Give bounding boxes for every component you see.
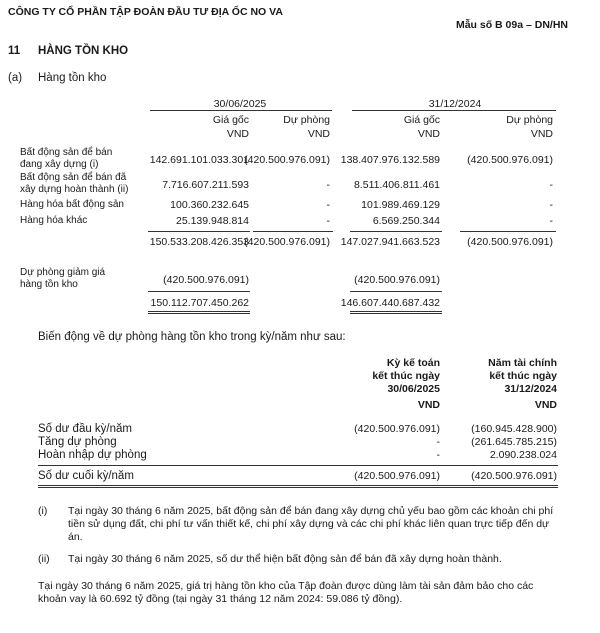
divider xyxy=(150,110,332,111)
divider xyxy=(350,291,442,292)
divider xyxy=(148,291,250,292)
subsection-title: Hàng tồn kho xyxy=(38,72,107,84)
divider xyxy=(350,311,442,312)
period-header-1: 30/06/2025 xyxy=(213,98,267,110)
movement-col-unit: VND xyxy=(534,399,557,411)
table-cell: 142.691.101.033.301 xyxy=(149,154,249,166)
movement-cell: - xyxy=(436,436,440,448)
movement-row-label: Tăng dự phòng xyxy=(38,436,117,448)
note-text: Tại ngày 30 tháng 6 năm 2025, bất động sản để bán đang xây dựng chủ yếu bao gồm các khoản chi phí tiền sử dụng đất, chi phí tư vấn thiết kế, chi phí xây dựng và các chi phí khác liên quan trực tiếp đến dự án. xyxy=(68,505,554,543)
net-cell: 146.607.440.687.432 xyxy=(340,297,440,309)
note-text: Tại ngày 30 tháng 6 năm 2025, số dư thể hiện bất động sản để bán đã xây dựng hoàn thành. xyxy=(68,553,502,565)
movement-cell: (420.500.976.091) xyxy=(354,423,440,435)
movement-row-label: Số dư đầu kỳ/năm xyxy=(38,423,132,435)
divider xyxy=(38,465,558,466)
table-cell: 138.407.976.132.589 xyxy=(340,154,440,166)
movement-col-header: Kỳ kế toán xyxy=(386,357,440,369)
movement-col-header: Năm tài chính xyxy=(488,357,557,369)
movement-cell: - xyxy=(436,449,440,461)
table-cell: 25.139.948.814 xyxy=(176,215,249,227)
divider xyxy=(148,231,250,232)
table-cell: 8.511.406.811.461 xyxy=(353,179,440,191)
row-label: Dự phòng giảm giá hàng tồn kho xyxy=(20,267,106,290)
divider xyxy=(352,110,556,111)
table-cell: - xyxy=(326,199,330,211)
movement-closing-label: Số dư cuối kỳ/năm xyxy=(38,470,134,482)
divider xyxy=(38,487,558,488)
divider xyxy=(350,231,442,232)
movement-col-header: kết thúc ngày xyxy=(372,370,440,382)
col-unit: VND xyxy=(530,128,553,140)
movement-cell: (261.645.785.215) xyxy=(471,436,557,448)
movement-cell: (160.945.428.900) xyxy=(471,423,557,435)
net-cell: 150.112.707.450.262 xyxy=(150,297,249,309)
table-cell: - xyxy=(326,179,330,191)
movement-col-header: 30/06/2025 xyxy=(387,383,440,395)
movement-cell: 2.090.238.024 xyxy=(489,449,557,461)
table-cell: - xyxy=(549,179,553,191)
col-unit: VND xyxy=(417,128,440,140)
col-header: Dự phòng xyxy=(283,114,330,126)
row-label: Bất động sản để bán đang xây dựng (i) xyxy=(20,147,113,170)
movement-col-header: 31/12/2024 xyxy=(504,383,557,395)
col-header: Dự phòng xyxy=(506,114,553,126)
subsection-label: (a) xyxy=(8,72,23,84)
table-cell: 100.360.232.645 xyxy=(170,199,249,211)
divider xyxy=(253,231,333,232)
footer-note: Tại ngày 30 tháng 6 năm 2025, giá trị hàng tồn kho của Tập đoàn được dùng làm tài sản đảm bảo cho các khoản vay là 60.692 tỷ đồng (tại ngày 31 tháng 12 năm 2024: 59.086 tỷ đồng). xyxy=(38,580,534,605)
section-number: 11 xyxy=(8,45,21,57)
col-header: Giá gốc xyxy=(212,114,249,126)
movement-row-label: Hoàn nhập dự phòng xyxy=(38,449,147,461)
period-header-2: 31/12/2024 xyxy=(428,98,482,110)
row-label: Hàng hóa bất động sản xyxy=(20,199,124,210)
table-cell: - xyxy=(549,215,553,227)
total-cell: (420.500.976.091) xyxy=(467,236,553,248)
row-label: Hàng hóa khác xyxy=(20,215,88,226)
divider xyxy=(148,311,250,312)
divider xyxy=(350,313,442,314)
divider xyxy=(460,231,556,232)
note-label: (ii) xyxy=(38,553,50,565)
note-label: (i) xyxy=(38,505,48,517)
table-cell: (420.500.976.091) xyxy=(467,154,553,166)
col-header: Giá gốc xyxy=(403,114,440,126)
table-cell: 6.569.250.344 xyxy=(372,215,440,227)
movement-col-unit: VND xyxy=(417,399,440,411)
table-cell: 7.716.607.211.593 xyxy=(162,179,249,191)
movement-closing-cell: (420.500.976.091) xyxy=(471,470,557,482)
movement-closing-cell: (420.500.976.091) xyxy=(354,470,440,482)
table-cell: - xyxy=(326,215,330,227)
company-name: CÔNG TY CỔ PHẦN TẬP ĐOÀN ĐẦU TƯ ĐỊA ỐC NO VA xyxy=(8,6,283,18)
table-cell: (420.500.976.091) xyxy=(163,274,249,286)
divider xyxy=(148,313,250,314)
section-title: HÀNG TỒN KHO xyxy=(38,45,129,57)
table-cell: - xyxy=(549,199,553,211)
table-cell: 101.989.469.129 xyxy=(361,199,440,211)
total-cell: (420.500.976.091) xyxy=(244,236,330,248)
total-cell: 150.533.208.426.353 xyxy=(149,236,249,248)
table-cell: (420.500.976.091) xyxy=(354,274,440,286)
divider xyxy=(38,485,558,486)
total-cell: 147.027.941.663.523 xyxy=(340,236,440,248)
row-label: Bất động sản để bán đã xây dựng hoàn thành (ii) xyxy=(20,172,129,195)
movement-intro: Biến động về dự phòng hàng tồn kho trong kỳ/năm như sau: xyxy=(38,331,346,343)
col-unit: VND xyxy=(307,128,330,140)
form-code: Mẫu số B 09a – DN/HN xyxy=(455,19,568,31)
movement-col-header: kết thúc ngày xyxy=(489,370,557,382)
col-unit: VND xyxy=(226,128,249,140)
table-cell: (420.500.976.091) xyxy=(244,154,330,166)
